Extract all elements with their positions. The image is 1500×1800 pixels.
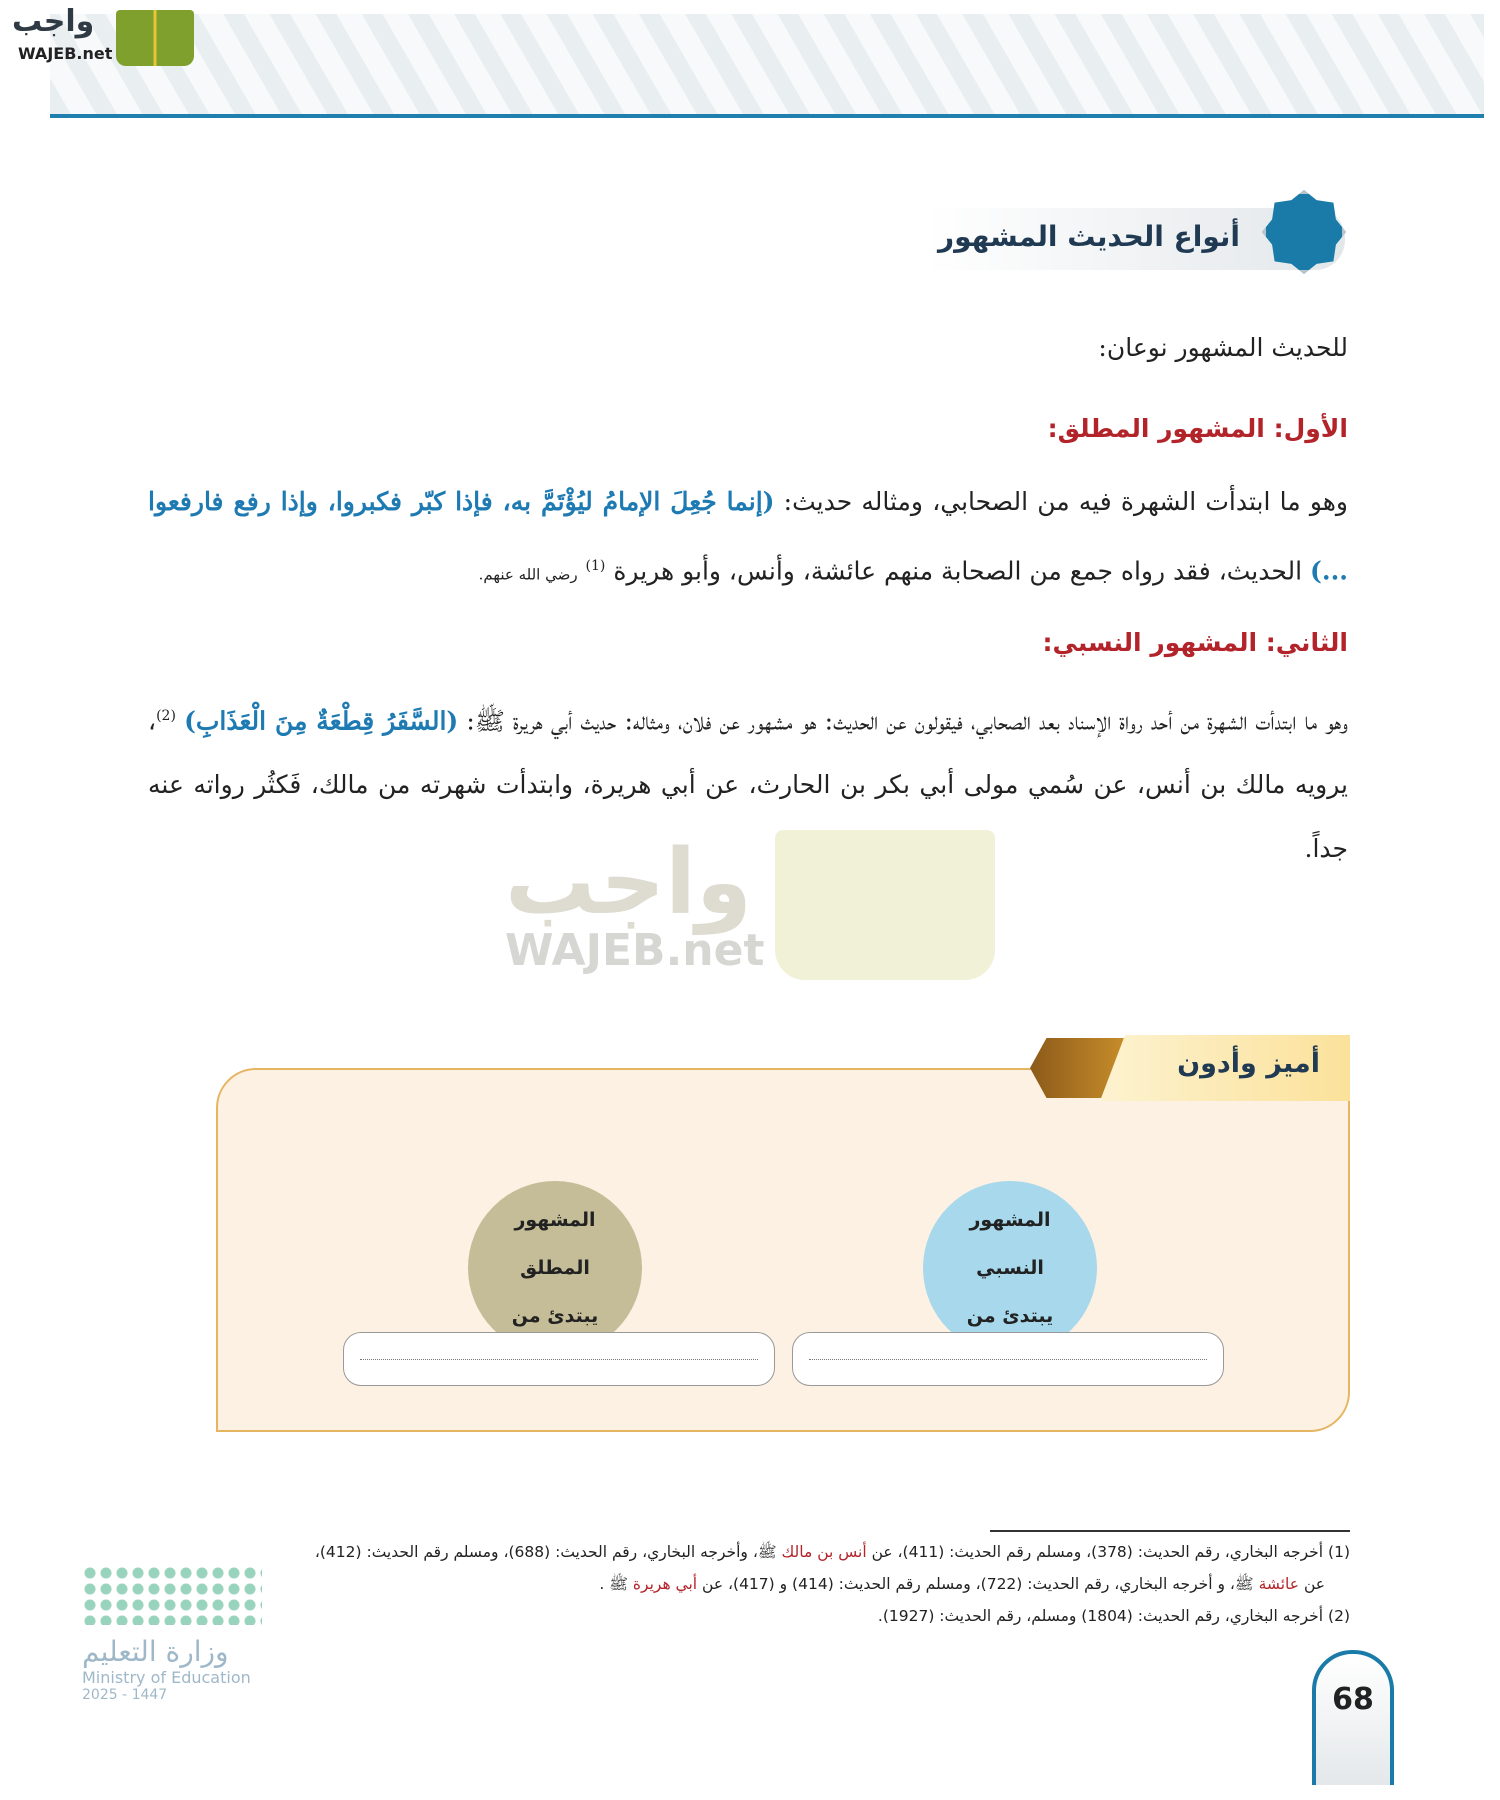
section-title: أنواع الحديث المشهور xyxy=(937,220,1240,253)
footnote-ref[interactable]: (2) xyxy=(156,708,176,724)
ministry-dots-icon xyxy=(82,1565,262,1625)
text: ، يرويه مالك بن أنس، عن سُمي مولى أبي بكر بن الحارث، عن أبي هريرة، وابتدأت شهرته من مالك، فَكثُر رواته عنه جداً. xyxy=(148,706,1348,864)
footnote-1-cont xyxy=(599,1574,1325,1597)
circle-line: يبتدئ من xyxy=(511,1305,599,1327)
text: ﷺ، و أخرجه البخاري، رقم الحديث: (722)، ومسلم رقم الحديث: (414) و (417)، عن xyxy=(697,1575,1259,1593)
watermark xyxy=(505,830,765,976)
circle-line: النسبي xyxy=(976,1257,1044,1279)
first-paragraph xyxy=(148,470,1348,606)
answer-field-absolute[interactable] xyxy=(343,1332,775,1386)
logo-en: WAJEB.net xyxy=(18,44,113,63)
text: وهو ما ابتدأت الشهرة من أحد رواة الإسناد بعد الصحابي، فيقولون عن الحديث: هو مشهور عن فلان، ومثاله: حديث أبي هريرة ﷺ: xyxy=(458,706,1348,736)
text: (1) أخرجه البخاري، رقم الحديث: (378)، ومسلم رقم الحديث: (411)، عن xyxy=(866,1543,1350,1561)
intro-text: للحديث المشهور نوعان: xyxy=(1098,333,1348,362)
footnote-divider xyxy=(990,1530,1350,1532)
first-heading: الأول: المشهور المطلق: xyxy=(1047,414,1348,443)
activity-label: أميز وأدون xyxy=(1177,1048,1320,1079)
logo-ar: واجب xyxy=(12,4,95,39)
circle-line: المطلق xyxy=(520,1257,590,1279)
footnote-ref[interactable]: (1) xyxy=(585,558,606,574)
text: الحديث، فقد رواه جمع من الصحابة منهم عائشة، وأنس، وأبو هريرة xyxy=(605,556,1311,586)
circle-absolute-mashhur xyxy=(468,1181,642,1355)
circle-relative-mashhur xyxy=(923,1181,1097,1355)
text: ﷺ . xyxy=(599,1575,633,1593)
name: أبي هريرة xyxy=(632,1575,698,1593)
ministry-year: 2025 - 1447 xyxy=(82,1687,168,1703)
text: ﷺ، وأخرجه البخاري، رقم الحديث: (688)، ومسلم رقم الحديث: (412)، xyxy=(314,1543,782,1561)
text: رضي الله عنهم. xyxy=(478,565,578,584)
text: عن xyxy=(1299,1575,1325,1593)
answer-field-relative[interactable] xyxy=(792,1332,1224,1386)
hadith-quote: (إنما جُعِلَ الإمامُ ليُؤْتَمَّ به، فإذا كبّر فكبروا، وإذا رفع فارفعوا ...) xyxy=(148,487,1348,586)
book-icon xyxy=(116,10,194,66)
text: وهو ما ابتدأت الشهرة فيه من الصحابي، ومثاله حديث: xyxy=(774,487,1348,516)
circle-line: المشهور xyxy=(969,1209,1051,1231)
circle-line: المشهور xyxy=(514,1209,596,1231)
watermark-book-icon xyxy=(775,830,995,980)
hadith-quote: (السَّفَرُ قِطْعَةٌ مِنَ الْعَذَابِ) xyxy=(184,706,459,736)
footnote-1 xyxy=(315,1542,1350,1565)
page-number: 68 xyxy=(1312,1650,1394,1785)
circle-line: يبتدئ من xyxy=(966,1305,1054,1327)
watermark-en: WAJEB.net xyxy=(505,925,765,976)
ministry-logo xyxy=(82,1565,272,1703)
page-header-banner xyxy=(50,14,1484,118)
second-heading: الثاني: المشهور النسبي: xyxy=(1042,628,1348,657)
ministry-en: Ministry of Education xyxy=(82,1668,251,1687)
watermark-ar: واجب xyxy=(505,830,752,935)
wajeb-logo xyxy=(8,4,193,68)
ministry-ar: وزارة التعليم xyxy=(82,1635,229,1668)
footnote-2: (2) أخرجه البخاري، رقم الحديث: (1804) ومسلم، رقم الحديث: (1927). xyxy=(877,1607,1350,1625)
name: عائشة xyxy=(1258,1575,1300,1593)
name: أنس بن مالك xyxy=(781,1543,867,1561)
